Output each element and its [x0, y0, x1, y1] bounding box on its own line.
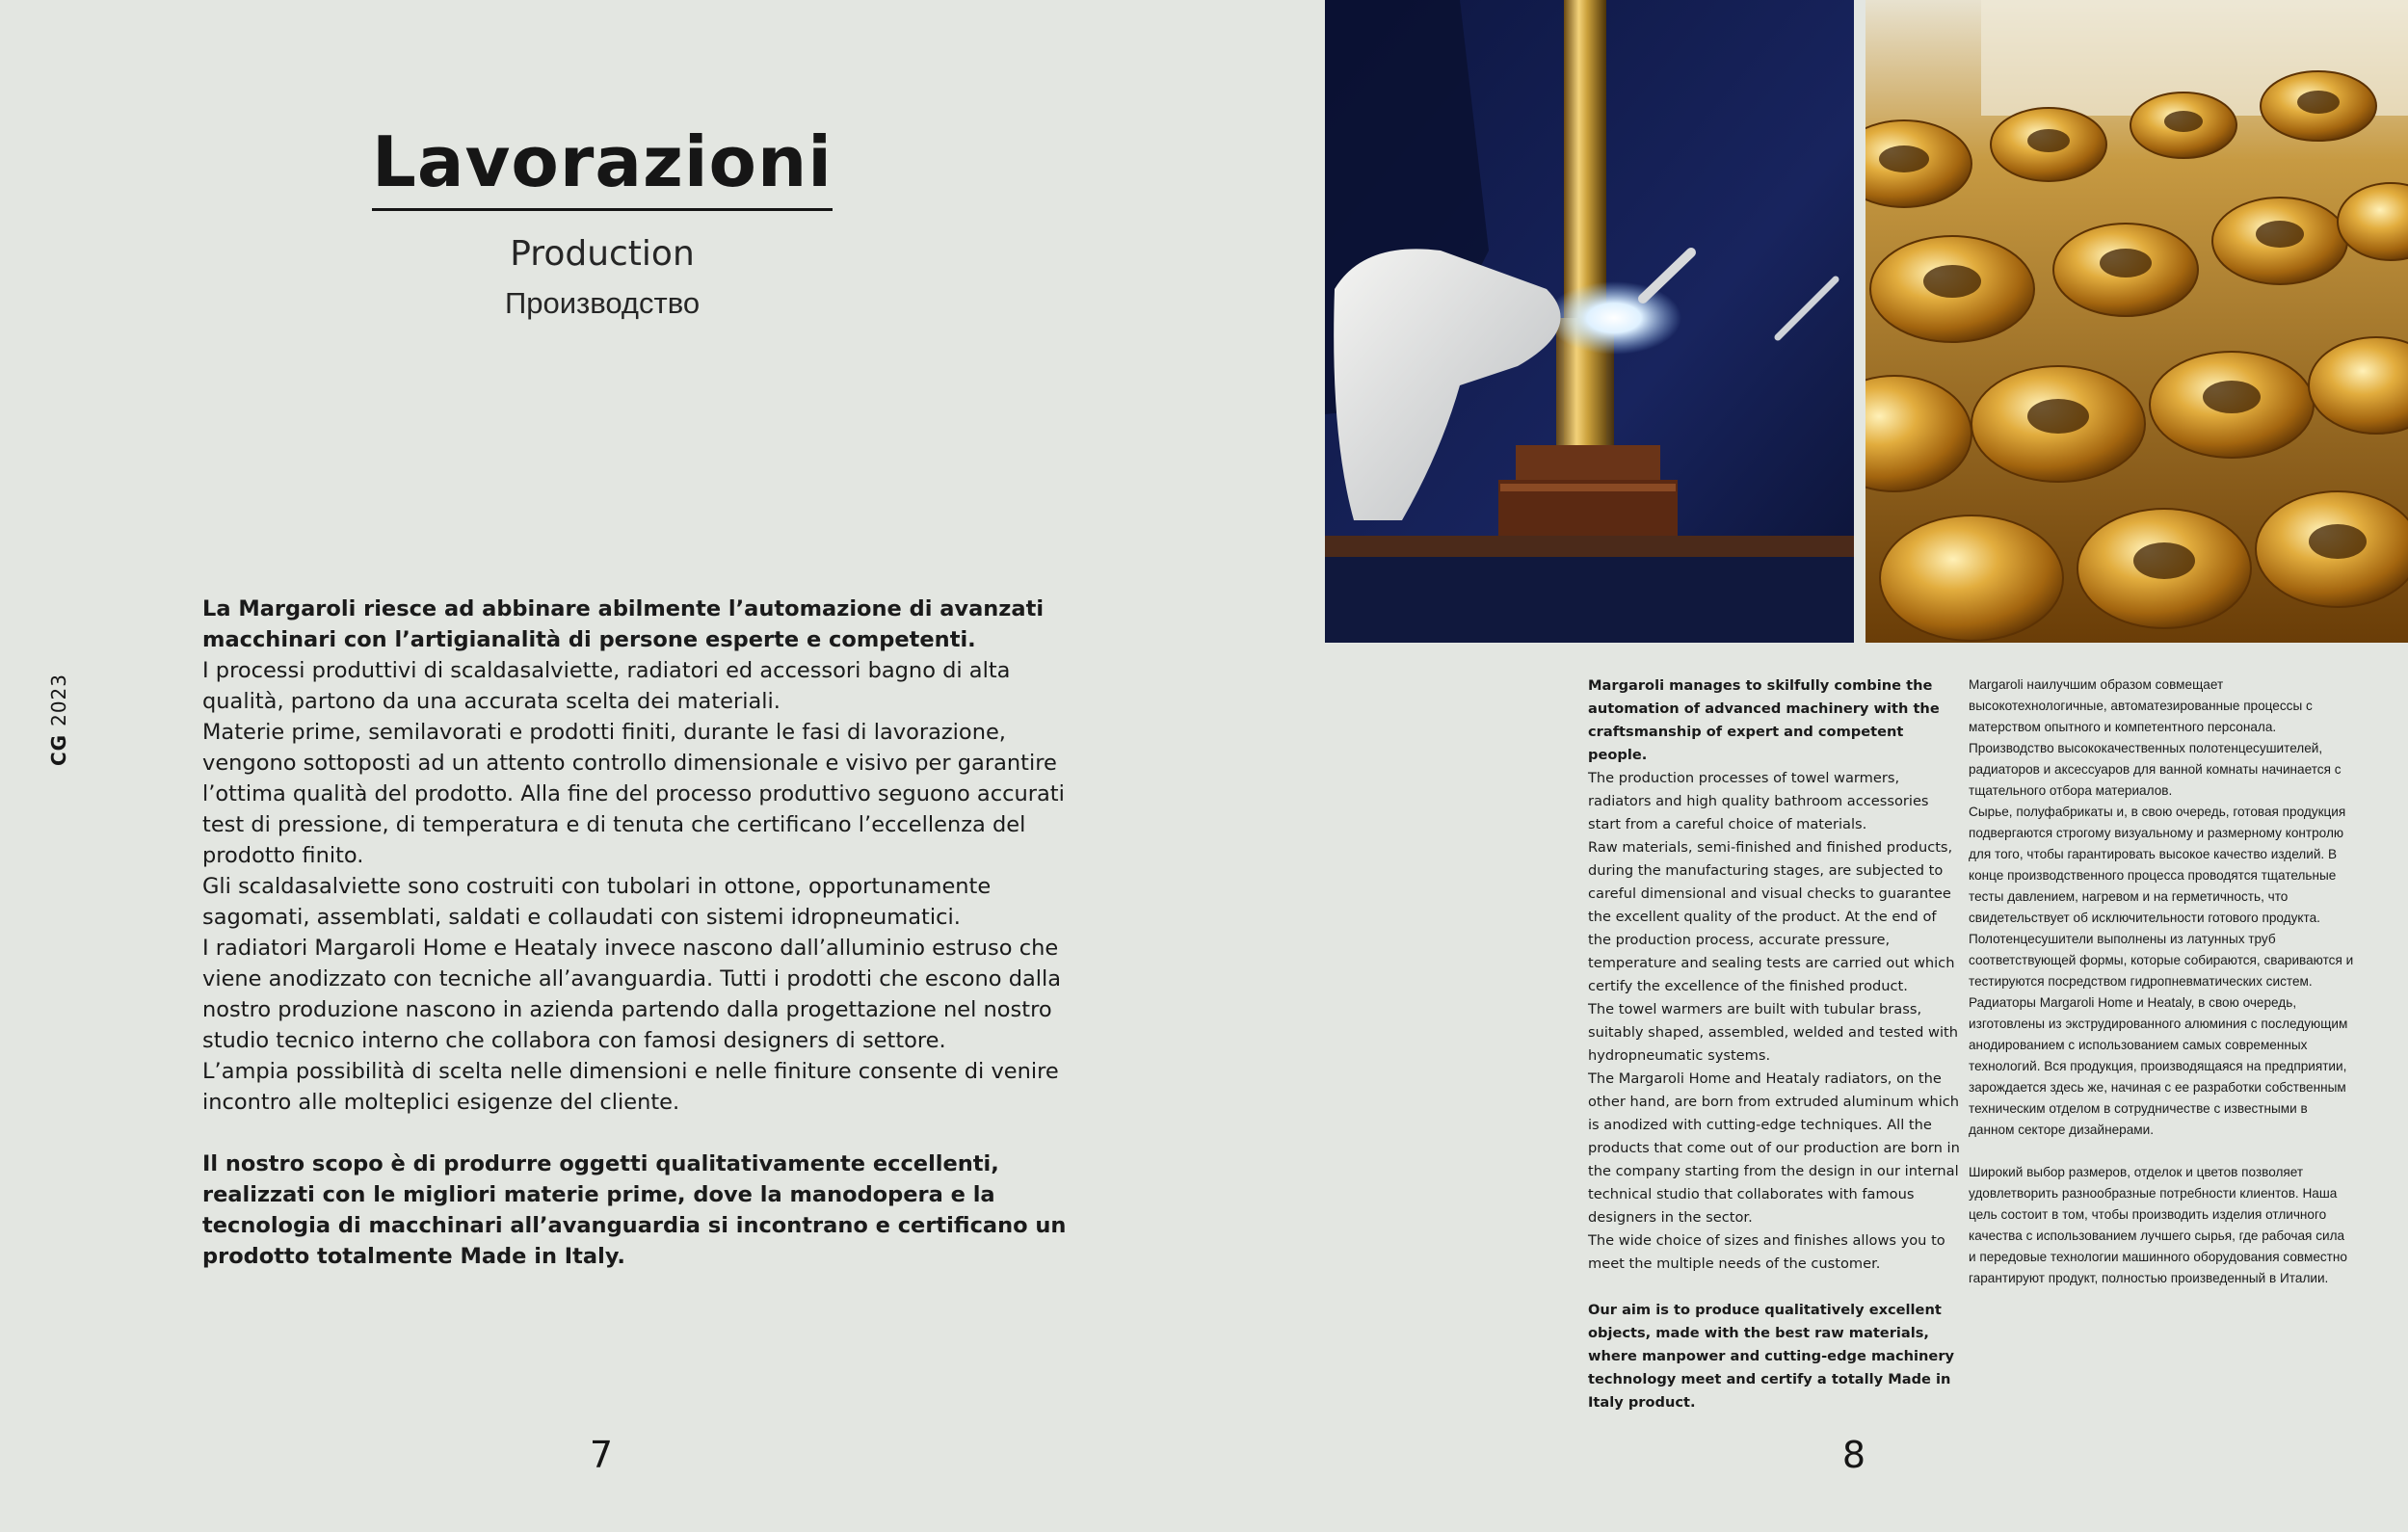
english-paragraph: The wide choice of sizes and finishes allows you to meet the multiple needs of the customer. — [1588, 1232, 1945, 1272]
italian-lead: La Margaroli riesce ad abbinare abilmente l’automazione di avanzati macchinari con l’artigianalità di persone esperte e competenti. — [202, 596, 1045, 652]
english-column — [1588, 674, 1964, 1414]
italian-paragraph: L’ampia possibilità di scelta nelle dimensioni e nelle finiture consente di venire incontro alle molteplici esigenze del cliente. — [202, 1059, 1059, 1115]
italian-aim: Il nostro scopo è di produrre oggetti qualitativamente eccellenti, realizzati con le migliori materie prime, dove la manodopera e la tecnologia di macchinari all’avanguardia si incontrano e certificano un prodotto totalmente Made in Italy. — [202, 1151, 1067, 1269]
subtitle-english: Production — [510, 234, 695, 274]
brass-fittings-photo — [1866, 0, 2408, 643]
russian-paragraph: Сырье, полуфабрикаты и, в свою очередь, готовая продукция подвергаются строгому визуальному и размерному контролю для того, чтобы гарантировать высокое качество изделий. В конце производственного процесса проводятся тщательные тесты давлением, нагревом и на герметичность, что свидетельствует об исключительности готового продукта. — [1969, 805, 2346, 925]
english-paragraph: The production processes of towel warmers, radiators and high quality bathroom accessories start from a careful choice of materials. — [1588, 770, 1929, 832]
russian-paragraph: Радиаторы Margaroli Home и Heataly, в свою очередь, изготовлены из экструдированного алюминия с последующим анодированием с использованием самых современных технологий. Вся продукция, производящаяся на предприятии, зарождается здесь же, начиная с ее разработки собственным техническим отделом в сотрудничестве с известными в данном секторе дизайнерами. — [1969, 995, 2348, 1137]
english-paragraph: The Margaroli Home and Heataly radiators, on the other hand, are born from extruded aluminum which is anodized with cutting-edge techniques. All the products that come out of our production are born in the company starting from the design in our internal technical studio that collaborates with famous designers in the sector. — [1588, 1070, 1960, 1226]
italian-paragraph: Gli scaldasalviette sono costruiti con tubolari in ottone, opportunamente sagomati, assemblati, saldati e collaudati con sistemi idropneumatici. — [202, 874, 992, 930]
title-block — [0, 118, 1204, 211]
russian-paragraph: Производство высококачественных полотенцесушителей, радиаторов и аксессуаров для ванной комнаты начинается с тщательного отбора материалов. — [1969, 741, 2342, 798]
page-title: Lavorazioni — [372, 118, 833, 211]
english-lead: Margaroli manages to skilfully combine the automation of advanced machinery with the craftsmanship of expert and competent people. — [1588, 677, 1940, 763]
russian-paragraph: Margaroli наилучшим образом совмещает высокотехнологичные, автоматезированные процессы с матерством опытного и компетентного персонала. — [1969, 677, 2313, 734]
italian-paragraph: I processi produttivi di scaldasalviette, radiatori ed accessori bagno di alta qualità, partono da una accurata scelta dei materiali. — [202, 658, 1011, 714]
italian-paragraph: I radiatori Margaroli Home e Heataly invece nascono dall’alluminio estruso che viene anodizzato con tecniche all’avanguardia. Tutti i prodotti che escono dalla nostro produzione nascono in azienda partendo dalla progettazione nel nostro studio tecnico interno che collabora con famosi designers di settore. — [202, 936, 1062, 1053]
russian-paragraph: Полотенцесушители выполнены из латунных труб соответствующей формы, которые собираются, свариваются и тестируются посредством гидропневматических систем. — [1969, 932, 2354, 989]
russian-column — [1969, 674, 2354, 1289]
side-tag-year: 2023 — [47, 674, 70, 726]
brazing-torch-photo — [1325, 0, 1854, 643]
italian-paragraph: Materie prime, semilavorati e prodotti finiti, durante le fasi di lavorazione, vengono sottoposti ad un attento controllo dimensionale e visivo per garantire l’ottima qualità del prodotto. Alla fine del processo produttivo seguono accurati test di pressione, di temperatura e di tenuta che certificano l’eccellenza del prodotto finito. — [202, 720, 1065, 868]
russian-closing: Широкий выбор размеров, отделок и цветов позволяет удовлетворить разнообразные потребности клиентов. Наша цель состоит в том, чтобы производить изделия отличного качества с использованием лучшего сырья, где рабочая сила и передовые технологии машинного оборудования совместно гарантируют продукт, полностью произведенный в Италии. — [1969, 1165, 2347, 1285]
side-tag — [47, 674, 70, 766]
page-number-left: 7 — [589, 1434, 614, 1476]
english-aim: Our aim is to produce qualitatively excellent objects, made with the best raw materials, where manpower and cutting-edge machinery technology meet and certify a totally Made in Italy product. — [1588, 1302, 1955, 1411]
side-tag-brand: CG — [47, 733, 70, 766]
page-number-right: 8 — [1841, 1434, 1866, 1476]
english-paragraph: The towel warmers are built with tubular brass, suitably shaped, assembled, welded and tested with hydropneumatic systems. — [1588, 1001, 1959, 1064]
subtitle-russian: Производство — [504, 286, 701, 320]
english-paragraph: Raw materials, semi-finished and finished products, during the manufacturing stages, are subjected to careful dimensional and visual checks to guarantee the excellent quality of the product. At the end of the production process, accurate pressure, temperature and sealing tests are carried out which certify the excellence of the finished product. — [1588, 839, 1955, 994]
italian-body-text — [202, 594, 1074, 1272]
right-page — [1325, 0, 2408, 1532]
